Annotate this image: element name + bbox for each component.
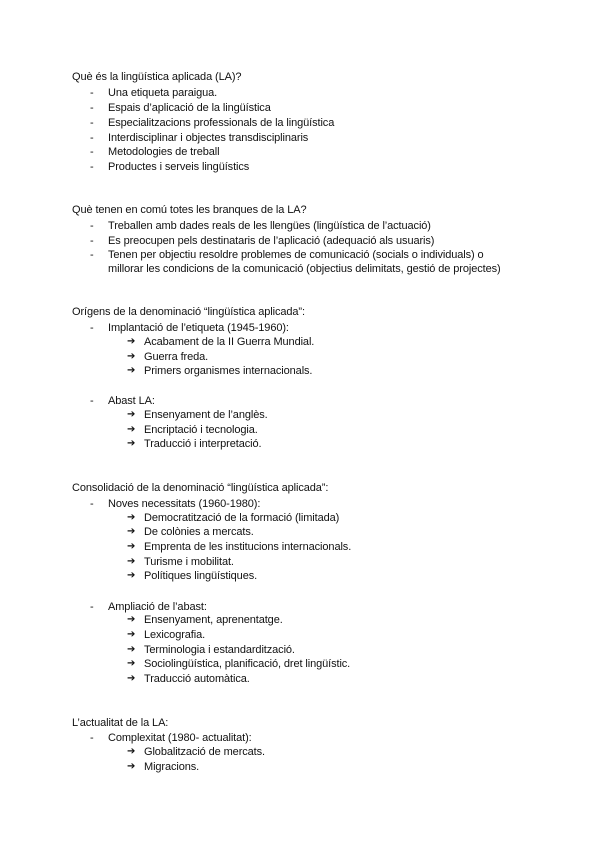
- dash-bullet: -: [90, 102, 94, 114]
- arrow-right-icon: ➔: [127, 424, 136, 435]
- arrow-right-icon: ➔: [127, 438, 136, 449]
- sub-list-item-text: Turisme i mobilitat.: [144, 556, 234, 568]
- arrow-right-icon: ➔: [127, 526, 136, 537]
- section-heading: Orígens de la denominació “lingüística aplicada”:: [72, 306, 305, 318]
- section-heading: L’actualitat de la LA:: [72, 717, 169, 729]
- dash-bullet: -: [90, 322, 94, 334]
- section-heading: Què tenen en comú totes les branques de la LA?: [72, 204, 307, 216]
- list-item-text: Interdisciplinar i objectes transdisciplinaris: [108, 132, 309, 144]
- sub-list-item-text: Traducció i interpretació.: [144, 438, 262, 450]
- arrow-right-icon: ➔: [127, 761, 136, 772]
- arrow-right-icon: ➔: [127, 629, 136, 640]
- list-item-text: Abast LA:: [108, 395, 155, 407]
- arrow-right-icon: ➔: [127, 644, 136, 655]
- list-item-text: Una etiqueta paraigua.: [108, 87, 218, 99]
- sub-list-item-text: Migracions.: [144, 761, 200, 773]
- dash-bullet: -: [90, 161, 94, 173]
- sub-list-item-text: Ensenyament de l’anglès.: [144, 409, 268, 421]
- arrow-right-icon: ➔: [127, 512, 136, 523]
- sub-list-item-text: Lexicografia.: [144, 629, 206, 641]
- list-item-text: Treballen amb dades reals de les llengües (lingüística de l’actuació): [108, 220, 431, 232]
- arrow-right-icon: ➔: [127, 614, 136, 625]
- sub-list-item-text: Ensenyament, aprenentatge.: [144, 614, 283, 626]
- arrow-right-icon: ➔: [127, 541, 136, 552]
- list-item-text: Implantació de l’etiqueta (1945-1960):: [108, 322, 289, 334]
- dash-bullet: -: [90, 395, 94, 407]
- dash-bullet: -: [90, 117, 94, 129]
- list-item-text: Ampliació de l’abast:: [108, 601, 207, 613]
- list-item-text: Especialitzacions professionals de la lingüística: [108, 117, 335, 129]
- sub-list-item-text: Terminologia i estandardització.: [144, 644, 295, 656]
- section-heading: Consolidació de la denominació “lingüística aplicada”:: [72, 482, 329, 494]
- list-item-text: Espais d’aplicació de la lingüística: [108, 102, 271, 114]
- arrow-right-icon: ➔: [127, 556, 136, 567]
- arrow-right-icon: ➔: [127, 365, 136, 376]
- dash-bullet: -: [90, 498, 94, 510]
- arrow-right-icon: ➔: [127, 746, 136, 757]
- dash-bullet: -: [90, 146, 94, 158]
- list-item-text: Metodologies de treball: [108, 146, 220, 158]
- list-item-text: Productes i serveis lingüístics: [108, 161, 250, 173]
- arrow-right-icon: ➔: [127, 336, 136, 347]
- sub-list-item-text: Guerra freda.: [144, 351, 209, 363]
- sub-list-item-text: Polítiques lingüístiques.: [144, 570, 258, 582]
- sub-list-item-text: Acabament de la II Guerra Mundial.: [144, 336, 315, 348]
- sub-list-item-text: Sociolingüística, planificació, dret lingüístic.: [144, 658, 351, 670]
- list-item-text: Complexitat (1980- actualitat):: [108, 732, 252, 744]
- sub-list-item-text: Encriptació i tecnologia.: [144, 424, 258, 436]
- dash-bullet: -: [90, 732, 94, 744]
- dash-bullet: -: [90, 132, 94, 144]
- dash-bullet: -: [90, 220, 94, 232]
- sub-list-item-text: Democratització de la formació (limitada): [144, 512, 340, 524]
- arrow-right-icon: ➔: [127, 351, 136, 362]
- sub-list-item-text: Primers organismes internacionals.: [144, 365, 313, 377]
- sub-list-item-text: Globalització de mercats.: [144, 746, 265, 758]
- list-item-text: Es preocupen pels destinataris de l’aplicació (adequació als usuaris): [108, 235, 435, 247]
- arrow-right-icon: ➔: [127, 409, 136, 420]
- list-item-text: Noves necessitats (1960-1980):: [108, 498, 261, 510]
- sub-list-item-text: Emprenta de les institucions internacionals.: [144, 541, 352, 553]
- dash-bullet: -: [90, 249, 94, 261]
- arrow-right-icon: ➔: [127, 658, 136, 669]
- arrow-right-icon: ➔: [127, 570, 136, 581]
- sub-list-item-text: De colònies a mercats.: [144, 526, 254, 538]
- dash-bullet: -: [90, 235, 94, 247]
- section-heading: Què és la lingüística aplicada (LA)?: [72, 71, 242, 83]
- list-item-text: Tenen per objectiu resoldre problemes de comunicació (socials o individuals) o: [108, 249, 484, 261]
- list-item-text: millorar les condicions de la comunicació (objectius delimitats, gestió de projectes): [108, 263, 501, 275]
- dash-bullet: -: [90, 87, 94, 99]
- sub-list-item-text: Traducció automàtica.: [144, 673, 250, 685]
- dash-bullet: -: [90, 601, 94, 613]
- arrow-right-icon: ➔: [127, 673, 136, 684]
